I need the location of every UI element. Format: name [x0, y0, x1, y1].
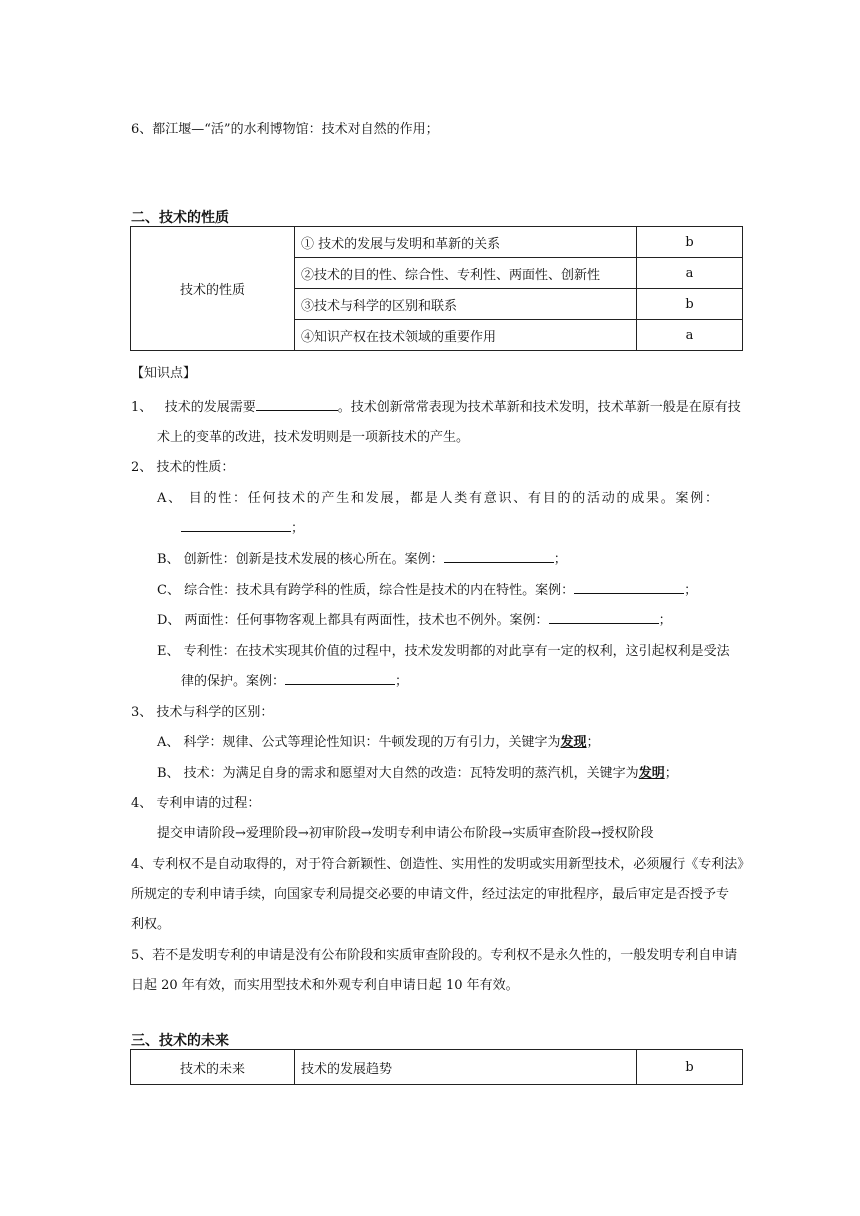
paragraph-4b-line-2: 所规定的专利申请手续，向国家专利局提交必要的申请文件，经过法定的审批程序，最后审定是否授予专 [131, 887, 730, 902]
property-D [157, 609, 672, 628]
punct: ； [395, 674, 409, 689]
table-row [131, 227, 743, 258]
property-A-line-2 [181, 517, 304, 536]
property-E-line-2 [181, 670, 408, 689]
fill-blank[interactable] [181, 520, 291, 532]
item-6: 6、都江堰—“活”的水利博物馆：技术对自然的作用； [131, 122, 439, 137]
row-text: ① 技术的发展与发明和革新的关系 [295, 227, 637, 258]
paragraph-4: 4、 专利申请的过程： [131, 796, 261, 811]
paragraph-1-line-2: 术上的变革的改进，技术发明则是一项新技术的产生。 [157, 430, 470, 445]
row-text: 技术的发展趋势 [295, 1050, 637, 1085]
fill-blank[interactable] [285, 673, 395, 685]
punct: ； [684, 583, 698, 598]
p1-text-a: 技术的发展需要 [164, 400, 256, 415]
science-line [157, 731, 600, 750]
list-number: 1、 [131, 400, 153, 415]
properties-table [130, 226, 743, 351]
property-E-line-1: E、 专利性：在技术实现其价值的过程中，技术发发明都的对此享有一定的权利，这引起权利是受法 [157, 644, 730, 659]
property-B [157, 548, 567, 567]
technology-text: B、 技术：为满足自身的需求和愿望对大自然的改造：瓦特发明的蒸汽机，关键字为 [157, 766, 639, 781]
paragraph-5-line-1: 5、若不是发明专利的申请是没有公布阶段和实质审查阶段的。专利权不是永久性的，一般发明专利自申请 [131, 948, 738, 963]
section-3-heading: 三、技术的未来 [131, 1033, 229, 1049]
row-text: ②技术的目的性、综合性、专利性、两面性、创新性 [295, 258, 637, 289]
paragraph-4b-line-3: 利权。 [131, 917, 171, 932]
row-level: b [637, 289, 743, 320]
keyword-discovery: 发现 [560, 735, 587, 750]
paragraph-1-line-1 [131, 396, 741, 415]
keyword-invention: 发明 [638, 766, 665, 781]
p1-text-b: 。技术创新常常表现为技术革新和技术发明，技术革新一般是在原有技 [337, 400, 741, 415]
row-level: a [637, 320, 743, 351]
patent-flow: 提交申请阶段→爱理阶段→初审阶段→发明专利申请公布阶段→实质审查阶段→授权阶段 [157, 826, 654, 841]
technology-line [157, 762, 678, 781]
row-text: ③技术与科学的区别和联系 [295, 289, 637, 320]
punct: ； [553, 552, 567, 567]
table-row [131, 1050, 743, 1085]
science-text: A、 科学：规律、公式等理论性知识：牛顿发现的万有引力，关键字为 [157, 735, 561, 750]
section-2-heading: 二、技术的性质 [131, 210, 229, 226]
punct: ； [586, 735, 600, 750]
row-level: b [637, 227, 743, 258]
fill-blank[interactable] [256, 399, 338, 411]
paragraph-2: 2、 技术的性质： [131, 460, 235, 475]
table-label: 技术的未来 [131, 1050, 295, 1085]
future-table [130, 1049, 743, 1085]
fill-blank[interactable] [444, 551, 554, 563]
row-level: b [637, 1050, 743, 1085]
property-D-text: D、 两面性：任何事物客观上都具有两面性，技术也不例外。案例： [157, 613, 549, 628]
punct: ； [664, 766, 678, 781]
property-C [157, 579, 697, 598]
paragraph-5-line-2: 日起 20 年有效，而实用型技术和外观专利自申请日起 10 年有效。 [131, 978, 519, 993]
row-level: a [637, 258, 743, 289]
paragraph-4b-line-1: 4、专利权不是自动取得的，对于符合新颖性、创造性、实用性的发明或实用新型技术，必须履行《专利法》 [131, 857, 751, 872]
property-C-text: C、 综合性：技术具有跨学科的性质，综合性是技术的内在特性。案例： [157, 583, 575, 598]
punct: ； [658, 613, 672, 628]
property-A-line-1: A、 目的性：任何技术的产生和发展，都是人类有意识、有目的的活动的成果。案例： [157, 491, 720, 506]
punct: ； [291, 521, 305, 536]
property-B-text: B、 创新性：创新是技术发展的核心所在。案例： [157, 552, 444, 567]
property-E-text: 律的保护。案例： [181, 674, 286, 689]
row-text: ④知识产权在技术领域的重要作用 [295, 320, 637, 351]
knowledge-title: 【知识点】 [131, 366, 197, 381]
table-label: 技术的性质 [131, 227, 295, 351]
fill-blank[interactable] [574, 582, 684, 594]
paragraph-3: 3、 技术与科学的区别： [131, 705, 274, 720]
fill-blank[interactable] [549, 612, 659, 624]
